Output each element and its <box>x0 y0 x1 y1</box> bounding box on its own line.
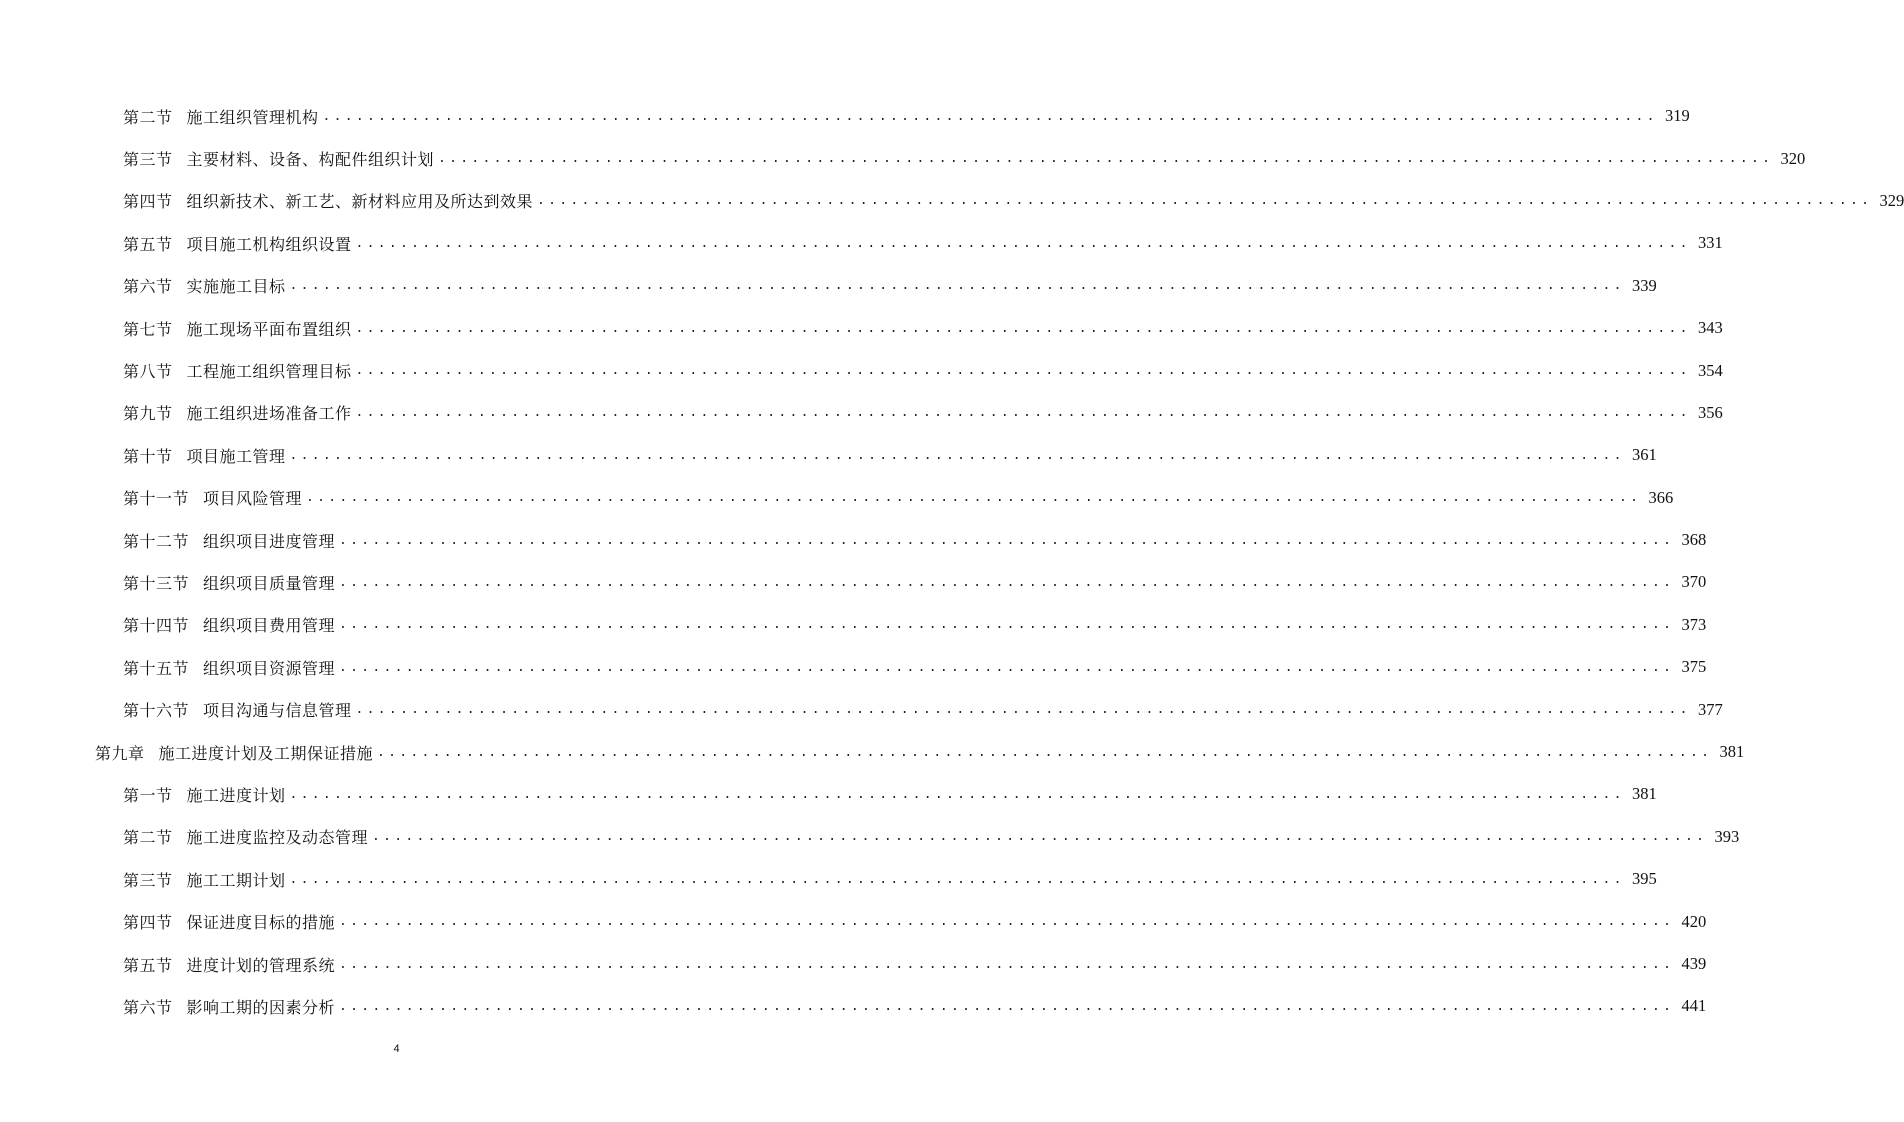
toc-section-entry[interactable] <box>0 349 1723 391</box>
toc-entry-number: 第二节 <box>123 828 173 848</box>
toc-section-entry[interactable] <box>0 604 1707 646</box>
toc-chapter-entry[interactable] <box>0 731 1745 773</box>
toc-section-entry[interactable] <box>0 95 1690 137</box>
toc-section-entry[interactable] <box>0 180 1904 222</box>
toc-entry-page: 356 <box>1697 402 1723 422</box>
toc-dot-leader: ........................................................................................................................ <box>355 702 1691 718</box>
toc-entry-title: 施工现场平面布置组织 <box>186 319 352 339</box>
toc-section-entry[interactable] <box>0 137 1806 179</box>
toc-section-entry[interactable] <box>0 858 1657 900</box>
toc-entry-page: 375 <box>1681 657 1707 677</box>
toc-entry-number: 第十五节 <box>123 658 190 678</box>
toc-entry-number: 第六节 <box>123 277 173 297</box>
toc-section-entry[interactable] <box>0 265 1657 307</box>
toc-section-entry[interactable] <box>0 900 1707 942</box>
toc-entry-page: 377 <box>1697 699 1723 719</box>
toc-dot-leader: ........................................................................................................................ <box>355 405 1691 421</box>
toc-entry-title: 项目施工管理 <box>186 446 286 466</box>
toc-entry-number: 第十四节 <box>123 616 190 636</box>
toc-dot-leader: ........................................................................................................................ <box>355 363 1691 379</box>
toc-entry-page: 420 <box>1681 911 1707 931</box>
toc-entry-page: 441 <box>1681 996 1707 1016</box>
toc-entry-title: 影响工期的因素分析 <box>186 997 336 1017</box>
toc-entry-page: 373 <box>1681 614 1707 634</box>
toc-section-entry[interactable] <box>0 519 1707 561</box>
toc-section-entry[interactable] <box>0 646 1707 688</box>
toc-section-entry[interactable] <box>0 222 1723 264</box>
toc-dot-leader: ........................................................................................................................ <box>355 320 1691 336</box>
toc-entry-page: 439 <box>1681 954 1707 973</box>
toc-dot-leader: ........................................................................................................................ <box>322 108 1658 124</box>
toc-entry-title: 施工组织进场准备工作 <box>186 404 352 424</box>
toc-entry-number: 第三节 <box>123 150 173 170</box>
toc-entry-number: 第四节 <box>123 913 173 933</box>
toc-entry-title: 实施施工目标 <box>186 277 286 297</box>
toc-entry-number: 第七节 <box>123 319 173 339</box>
toc-entry-page: 393 <box>1714 826 1740 846</box>
toc-entry-number: 第八节 <box>123 362 173 382</box>
toc-entry-page: 381 <box>1631 784 1657 804</box>
toc-section-entry[interactable] <box>0 943 1707 985</box>
toc-entry-number: 第十三节 <box>123 573 190 593</box>
toc-entry-title: 施工工期计划 <box>186 870 286 890</box>
toc-entry-number: 第三节 <box>123 870 173 890</box>
toc-entry-page: 395 <box>1631 869 1657 889</box>
toc-dot-leader: ........................................................................................................................ <box>537 193 1873 209</box>
toc-entry-page: 339 <box>1631 275 1657 295</box>
toc-dot-leader: ........................................................................................................................ <box>377 744 1713 760</box>
toc-entry-title: 项目沟通与信息管理 <box>203 701 352 721</box>
toc-dot-leader: ........................................................................................................................ <box>289 278 1625 294</box>
toc-dot-leader: ........................................................................................................................ <box>339 617 1675 633</box>
toc-section-entry[interactable] <box>0 307 1723 349</box>
toc-entry-title: 进度计划的管理系统 <box>186 955 336 975</box>
toc-entry-title: 施工进度计划 <box>186 785 286 805</box>
toc-entry-number: 第六节 <box>123 997 173 1017</box>
toc-section-entry[interactable] <box>0 477 1674 519</box>
toc-dot-leader: ........................................................................................................................ <box>339 956 1675 972</box>
toc-entry-number: 第五节 <box>123 234 173 254</box>
toc-entry-title: 组织新技术、新工艺、新材料应用及所达到效果 <box>186 192 534 212</box>
toc-entry-title: 组织项目进度管理 <box>203 531 336 551</box>
toc-entry-number: 第十节 <box>123 446 173 466</box>
toc-entry-title: 组织项目质量管理 <box>203 573 336 593</box>
toc-entry-page: 368 <box>1681 530 1707 550</box>
toc-entry-number: 第九章 <box>95 743 145 763</box>
toc-entry-number: 第四节 <box>123 192 173 212</box>
toc-entry-page: 319 <box>1664 106 1690 126</box>
toc-entry-title: 工程施工组织管理目标 <box>186 362 352 382</box>
toc-entry-number: 第一节 <box>123 785 173 805</box>
toc-section-entry[interactable] <box>0 985 1707 1027</box>
toc-dot-leader: ........................................................................................................................ <box>339 998 1675 1014</box>
toc-section-entry[interactable] <box>0 392 1723 434</box>
toc-section-entry[interactable] <box>0 688 1723 730</box>
toc-dot-leader: ........................................................................................................................ <box>339 532 1675 548</box>
toc-entry-number: 第二节 <box>123 107 173 127</box>
toc-dot-leader: ........................................................................................................................ <box>339 574 1675 590</box>
toc-section-entry[interactable] <box>0 561 1707 603</box>
toc-entry-title: 组织项目资源管理 <box>203 658 336 678</box>
toc-dot-leader: ........................................................................................................................ <box>355 235 1691 251</box>
toc-entry-title: 项目施工机构组织设置 <box>186 234 352 254</box>
toc-entry-number: 第九节 <box>123 404 173 424</box>
toc-entry-title: 施工组织管理机构 <box>186 107 319 127</box>
toc-dot-leader: ........................................................................................................................ <box>339 914 1675 930</box>
toc-entry-page: 361 <box>1631 445 1657 465</box>
toc-entry-number: 第十六节 <box>123 701 190 721</box>
toc-section-entry[interactable] <box>0 816 1740 858</box>
toc-dot-leader: ........................................................................................................................ <box>339 659 1675 675</box>
toc-entry-page: 329 <box>1879 190 1904 210</box>
toc-entry-page: 343 <box>1697 318 1723 338</box>
toc-entry-page: 331 <box>1697 233 1723 253</box>
toc-section-entry[interactable] <box>0 773 1657 815</box>
toc-section-entry[interactable] <box>0 434 1657 476</box>
toc-dot-leader: ........................................................................................................................ <box>289 447 1625 463</box>
toc-entry-number: 第十二节 <box>123 531 190 551</box>
toc-entry-number: 第十一节 <box>123 489 190 509</box>
toc-entry-title: 主要材料、设备、构配件组织计划 <box>186 150 435 170</box>
toc-dot-leader: ........................................................................................................................ <box>306 490 1642 506</box>
toc-dot-leader: ........................................................................................................................ <box>372 829 1708 845</box>
toc-entry-title: 施工进度计划及工期保证措施 <box>158 743 374 763</box>
toc-entry-title: 组织项目费用管理 <box>203 616 336 636</box>
toc-entry-page: 354 <box>1697 360 1723 380</box>
toc-entry-page: 366 <box>1648 487 1674 507</box>
toc-entry-title: 项目风险管理 <box>203 489 303 509</box>
toc-entry-title: 施工进度监控及动态管理 <box>186 828 369 848</box>
toc-dot-leader: ........................................................................................................................ <box>289 786 1625 802</box>
page-number: 4 <box>393 1043 400 1055</box>
toc-entry-page: 320 <box>1780 148 1806 168</box>
toc-dot-leader: ........................................................................................................................ <box>438 151 1774 167</box>
toc-entry-page: 370 <box>1681 572 1707 592</box>
toc-entry-page: 381 <box>1719 742 1745 762</box>
toc-entry-title: 保证进度目标的措施 <box>186 913 336 933</box>
toc-entry-number: 第五节 <box>123 955 173 975</box>
table-of-contents <box>0 95 1904 1028</box>
toc-dot-leader: ........................................................................................................................ <box>289 871 1625 887</box>
